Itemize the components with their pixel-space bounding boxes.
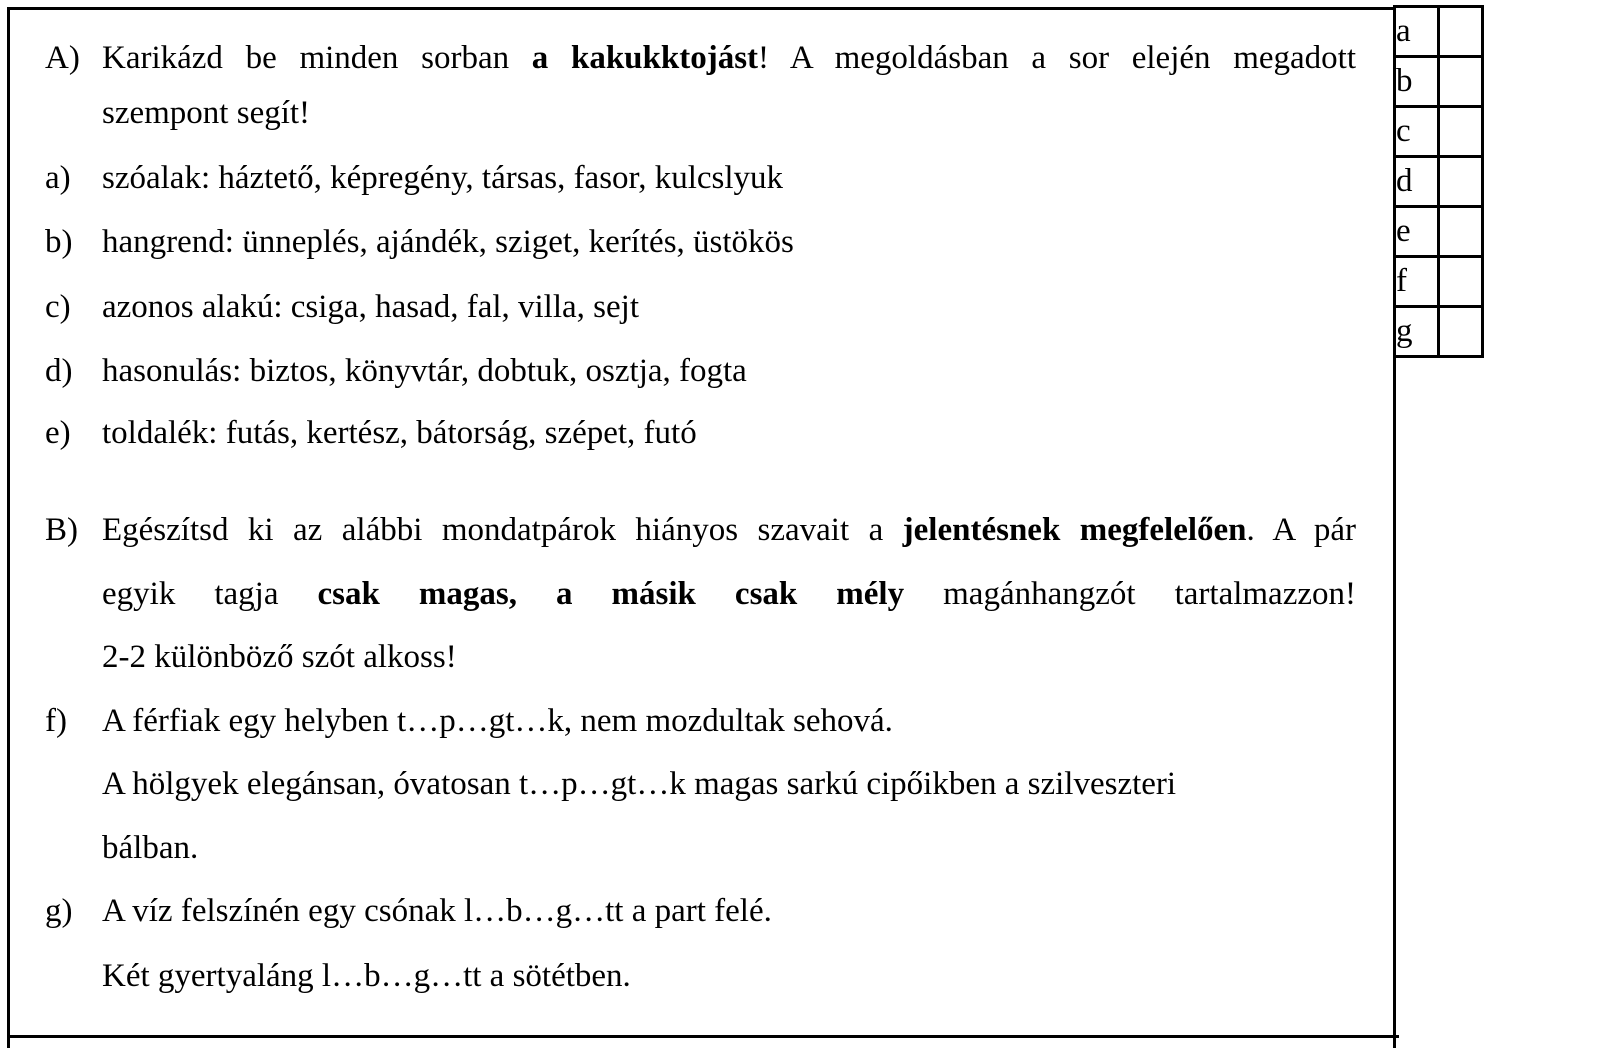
- text-run: 2-2 különböző szót alkoss!: [102, 639, 457, 675]
- text-run: ! A megoldásban a sor elején megadott: [758, 40, 1357, 76]
- text-run: bálban.: [102, 830, 199, 866]
- answer-row-label: b: [1395, 57, 1439, 107]
- line-text: [102, 879, 1356, 943]
- line-text: [102, 146, 1356, 210]
- answer-row-label: d: [1395, 157, 1439, 207]
- answer-row-e: [1395, 207, 1483, 257]
- text-run: hangrend: ünneplés, ajándék, sziget, kerítés, üstökös: [102, 224, 794, 260]
- item-label-f: f): [45, 703, 67, 739]
- line-B-1: [45, 498, 1356, 562]
- item-label-B: B): [45, 512, 78, 548]
- text-run-bold: csak magas, a másik csak mély: [317, 576, 905, 612]
- line-f-1: [45, 689, 1356, 753]
- item-label-e: e): [45, 415, 71, 451]
- text-run: szóalak: háztető, képregény, társas, fasor, kulcslyuk: [102, 160, 784, 196]
- answer-row-g: [1395, 307, 1483, 357]
- answer-row-a: [1395, 7, 1483, 57]
- line-text: [102, 275, 1356, 339]
- line-b: [45, 210, 1356, 274]
- text-run: Két gyertyaláng l…b…g…tt a sötétben.: [102, 958, 631, 994]
- text-run-bold: a kakukktojást: [531, 40, 759, 76]
- line-text: [102, 498, 1356, 562]
- line-text: [102, 689, 1356, 753]
- answer-row-label: c: [1395, 107, 1439, 157]
- line-e: [45, 401, 1356, 465]
- line-text: [102, 562, 1356, 626]
- text-run: A hölgyek elegánsan, óvatosan t…p…gt…k magas sarkú cipőikben a szilveszteri: [102, 766, 1177, 802]
- answer-cell-c[interactable]: [1439, 107, 1483, 157]
- answer-row-label: e: [1395, 207, 1439, 257]
- item-label-c: c): [45, 289, 71, 325]
- line-f-2: [45, 752, 1356, 816]
- text-run-bold: jelentésnek megfelelően: [902, 512, 1247, 548]
- line-A-2: [45, 81, 1356, 145]
- text-run: toldalék: futás, kertész, bátorság, szépet, futó: [102, 415, 697, 451]
- text-run: azonos alakú: csiga, hasad, fal, villa, sejt: [102, 289, 639, 325]
- answer-cell-b[interactable]: [1439, 57, 1483, 107]
- line-text: [102, 210, 1356, 274]
- answer-cell-e[interactable]: [1439, 207, 1483, 257]
- line-g-1: [45, 879, 1356, 943]
- section-divider-rule: [7, 1035, 1399, 1038]
- line-c: [45, 275, 1356, 339]
- text-run: A víz felszínén egy csónak l…b…g…tt a part felé.: [102, 893, 772, 929]
- answer-row-f: [1395, 257, 1483, 307]
- answer-row-b: [1395, 57, 1483, 107]
- answer-row-c: [1395, 107, 1483, 157]
- line-f-3: [45, 816, 1356, 880]
- answer-cell-a[interactable]: [1439, 7, 1483, 57]
- line-text: [102, 752, 1356, 816]
- line-g-2: [45, 944, 1356, 1008]
- line-a: [45, 146, 1356, 210]
- item-label-a: a): [45, 160, 71, 196]
- text-run: Egészítsd ki az alábbi mondatpárok hiányos szavait a: [102, 512, 903, 548]
- line-d: [45, 339, 1356, 403]
- text-run: hasonulás: biztos, könyvtár, dobtuk, osztja, fogta: [102, 353, 747, 389]
- text-run: magánhangzót tartalmazzon!: [904, 576, 1356, 612]
- item-label-A: A): [45, 40, 80, 76]
- line-B-3: [45, 625, 1356, 689]
- line-text: [102, 625, 1356, 689]
- line-text: [102, 944, 1356, 1008]
- answer-cell-f[interactable]: [1439, 257, 1483, 307]
- line-text: [102, 81, 1356, 145]
- line-text: [102, 401, 1356, 465]
- text-run: szempont segít!: [102, 95, 311, 131]
- answer-row-label: f: [1395, 257, 1439, 307]
- item-label-b: b): [45, 224, 73, 260]
- worksheet-box: [7, 7, 1396, 1048]
- answer-cell-d[interactable]: [1439, 157, 1483, 207]
- line-B-2: [45, 562, 1356, 626]
- text-run: . A pár: [1246, 512, 1356, 548]
- answer-cell-g[interactable]: [1439, 307, 1483, 357]
- line-text: [102, 339, 1356, 403]
- text-run: egyik tagja: [102, 576, 318, 612]
- item-label-d: d): [45, 353, 73, 389]
- text-run: Karikázd be minden sorban: [102, 40, 532, 76]
- answer-row-d: [1395, 157, 1483, 207]
- line-text: [102, 816, 1356, 880]
- answer-row-label: g: [1395, 307, 1439, 357]
- item-label-g: g): [45, 893, 73, 929]
- text-run: A férfiak egy helyben t…p…gt…k, nem mozdultak sehová.: [102, 703, 893, 739]
- answer-table: [1393, 5, 1484, 358]
- answer-row-label: a: [1395, 7, 1439, 57]
